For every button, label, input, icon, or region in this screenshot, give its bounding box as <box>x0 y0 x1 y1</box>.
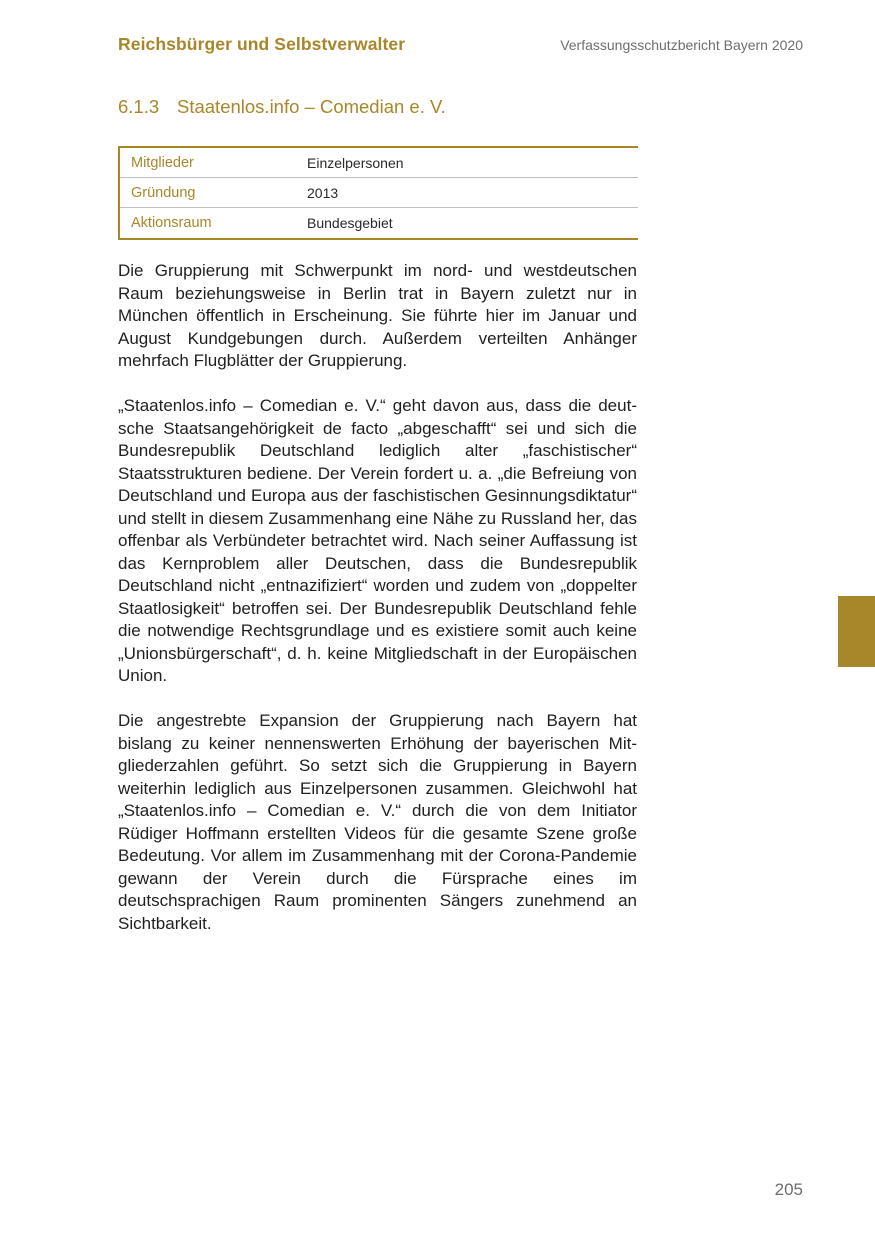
fact-label: Gründung <box>131 184 196 201</box>
fact-row-gruendung <box>120 178 638 208</box>
section-heading <box>118 96 446 118</box>
page-number: 205 <box>774 1180 803 1199</box>
paragraph-3: Die angestrebte Expansion der Gruppierung nach Bayern hat bislang zu keiner nennenswerten Erhöhung der bayerischen Mitgliederzahlen geführt. So setzt sich die Gruppierung in Bayern weiterhin lediglich aus Einzelpersonen zusammen. Gleichwohl hat „Staatenlos.info – Comedian e. V.“ durch die von dem Initiator Rüdiger Hoffmann erstellten Videos für die gesamte Szene große Bedeutung. Vor allem im Zusammenhang mit der Corona-Pandemie gewann der Verein durch die Fürsprache eines im deutschsprachigen Raum prominenten Sängers zunehmend an Sichtbarkeit. <box>118 711 637 933</box>
paragraph-1: Die Gruppierung mit Schwerpunkt im nord- und westdeutschen Raum beziehungsweise in Berlin trat in Bayern zuletzt nur in München öffentlich in Erscheinung. Sie führte hier im Januar und August Kundgebungen durch. Außerdem verteilten Anhänger mehrfach Flugblätter der Gruppierung. <box>118 261 637 370</box>
fact-value: Einzelpersonen <box>307 154 404 171</box>
paragraph-2: „Staatenlos.info – Comedian e. V.“ geht davon aus, dass die deutsche Staatsangehörigkeit de facto „abgeschafft“ sei und sich die Bundesrepublik Deutschland lediglich alter „faschistischer“ Staatsstrukturen bediene. Der Verein fordert u. a. „die Befreiung von Deutschland und Europa aus der faschistischen Gesinnungsdiktatur“ und stellt in diesem Zusammenhang eine Nähe zu Russland her, das offenbar als Verbündeter betrachtet wird. Nach seiner Auffassung ist das Kernproblem aller Deutschen, dass die Bundesrepublik Deutschland nicht „entnazifiziert“ worden und zudem von „doppelter Staatlosigkeit“ betroffen sei. Der Bundesrepublik Deutschland fehle die notwendige Rechtsgrundlage und es existiere somit auch keine „Unionsbürgerschaft“, d. h. keine Mitgliedschaft in der Europäischen Union. <box>118 396 637 685</box>
fact-row-aktionsraum <box>120 208 638 238</box>
fact-table <box>118 146 638 240</box>
chapter-running-head: Reichsbürger und Selbstverwalter <box>118 34 406 54</box>
fact-label: Aktionsraum <box>131 215 212 231</box>
body-text <box>118 260 637 958</box>
fact-value: 2013 <box>307 184 339 201</box>
section-title: Staatenlos.info – Comedian e. V. <box>177 96 446 117</box>
fact-value: Bundesgebiet <box>307 215 393 231</box>
fact-label: Mitglieder <box>131 154 194 171</box>
fact-row-mitglieder <box>120 148 638 178</box>
report-running-head: Verfassungsschutzbericht Bayern 2020 <box>560 37 803 53</box>
section-number: 6.1.3 <box>118 96 160 117</box>
chapter-thumb-tab <box>838 596 875 667</box>
